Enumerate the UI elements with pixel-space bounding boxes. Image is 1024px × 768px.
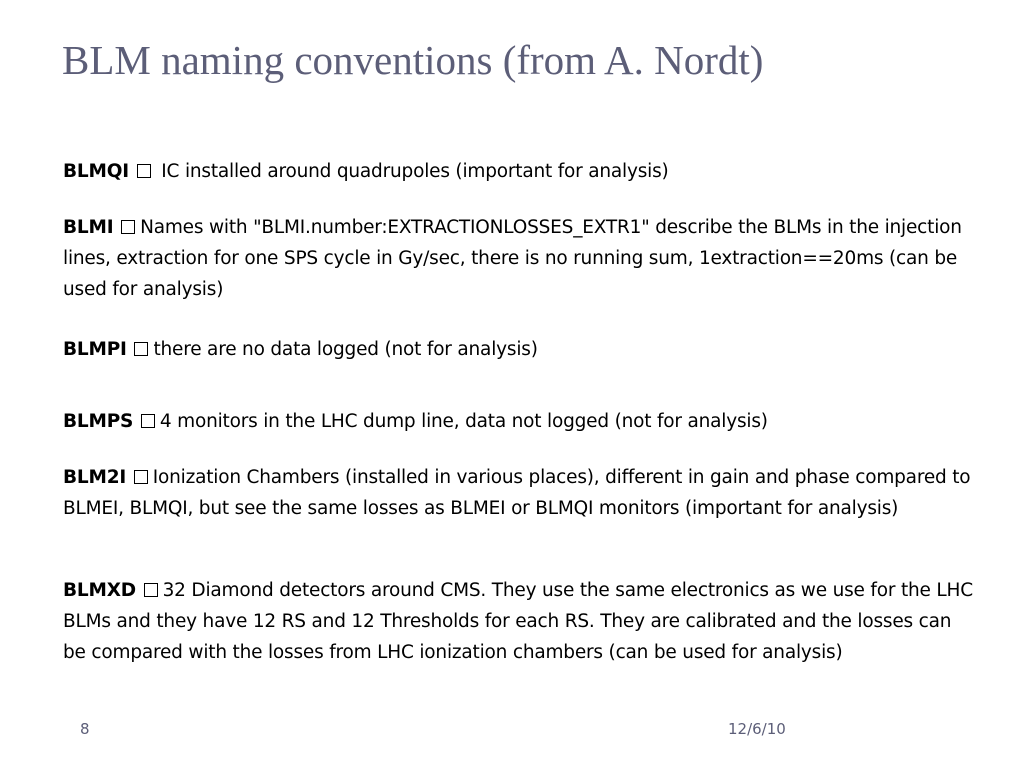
term-label: BLMPI (63, 339, 127, 360)
term-label: BLMPS (63, 411, 134, 432)
term-label: BLMXD (63, 580, 136, 601)
slide-number: 8 (80, 720, 90, 738)
arrow-box-icon (141, 414, 155, 428)
term-description: 32 Diamond detectors around CMS. They use the same electronics as we use for the LHC BLMs and they have 12 RS and 12 Thresholds for each RS. They are calibrated and the losses can be compared with the losses from LHC ionization chambers (can be used for analysis) (63, 580, 973, 663)
term-description: Names with "BLMI.number:EXTRACTIONLOSSES_EXTR1" describe the BLMs in the injection lines, extraction for one SPS cycle in Gy/sec, there is no running sum, 1extraction==20ms (can be used for analysis) (63, 217, 962, 300)
list-item-blm2i (63, 462, 973, 524)
term-label: BLM2I (63, 467, 127, 488)
term-description: IC installed around quadrupoles (important for analysis) (155, 161, 669, 182)
slide-date: 12/6/10 (728, 720, 786, 738)
list-item-blmpi (63, 334, 973, 365)
list-item-blmqi (63, 156, 973, 187)
term-description: Ionization Chambers (installed in various places), different in gain and phase compared to BLMEI, BLMQI, but see the same losses as BLMEI or BLMQI monitors (important for analysis) (63, 467, 971, 519)
arrow-box-icon (137, 164, 151, 178)
arrow-box-icon (121, 220, 135, 234)
slide-title: BLM naming conventions (from A. Nordt) (62, 37, 764, 83)
arrow-box-icon (134, 470, 148, 484)
term-label: BLMI (63, 217, 114, 238)
list-item-blmxd (63, 575, 973, 668)
term-description: 4 monitors in the LHC dump line, data not logged (not for analysis) (159, 411, 768, 432)
term-label: BLMQI (63, 161, 129, 182)
arrow-box-icon (144, 583, 158, 597)
term-description: there are no data logged (not for analysis) (153, 339, 538, 360)
arrow-box-icon (134, 342, 148, 356)
list-item-blmps (63, 406, 973, 437)
list-item-blmi (63, 212, 973, 305)
